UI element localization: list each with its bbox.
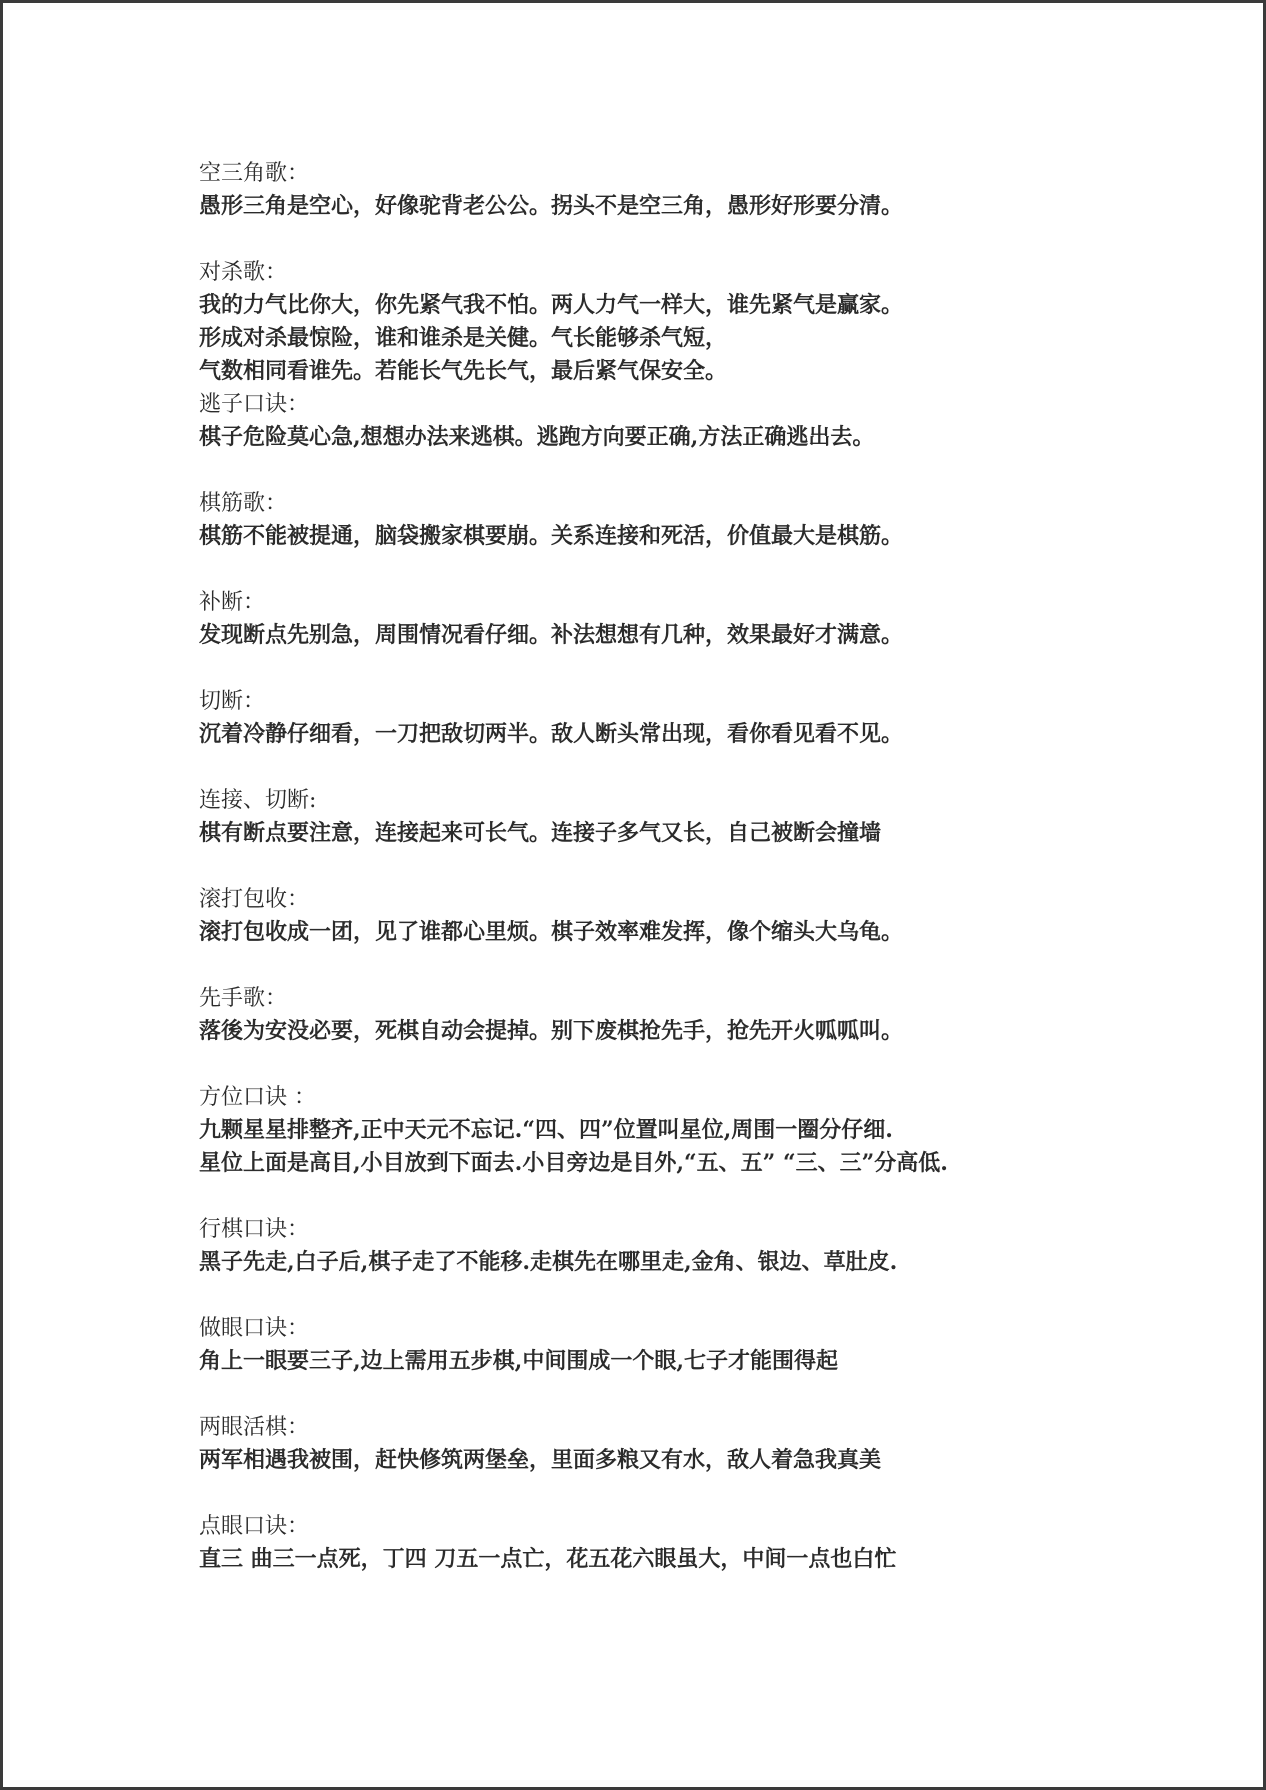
- section-title: 连接、切断:: [199, 788, 317, 813]
- section-title: 切断：: [199, 689, 266, 714]
- section-line: 两军相遇我被围，赶快修筑两堡垒，里面多粮又有水，敌人着急我真美: [199, 1447, 882, 1473]
- section-line: 角上一眼要三子,边上需用五步棋,中间围成一个眼,七子才能围得起: [199, 1348, 838, 1374]
- section-line: 直三 曲三一点死，丁四 刀五一点亡，花五花六眼虽大，中间一点也白忙: [199, 1546, 897, 1572]
- section-line: 棋子危险莫心急,想想办法来逃棋。逃跑方向要正确,方法正确逃出去。: [199, 424, 875, 450]
- section-title: 棋筋歌：: [199, 491, 288, 516]
- section-connect-cut: [199, 784, 1199, 850]
- section-playing-moves: [199, 1213, 1199, 1279]
- document-body: [199, 157, 1199, 1576]
- section-line: 气数相同看谁先。若能长气先长气，最后紧气保安全。: [199, 358, 728, 384]
- section-board-positions: [199, 1081, 1199, 1180]
- section-line: 沉着冷静仔细看，一刀把敌切两半。敌人断头常出现，看你看见看不见。: [199, 721, 904, 747]
- section-line: 我的力气比你大，你先紧气我不怕。两人力气一样大，谁先紧气是赢家。: [199, 292, 904, 318]
- section-eye-killing: [199, 1510, 1199, 1576]
- section-line: 九颗星星排整齐,正中天元不忘记.“四、四”位置叫星位,周围一圈分仔细.: [199, 1117, 893, 1143]
- section-line: 发现断点先别急，周围情况看仔细。补法想想有几种，效果最好才满意。: [199, 622, 904, 648]
- section-line: 棋有断点要注意，连接起来可长气。连接子多气又长，自己被断会撞墙: [199, 820, 882, 846]
- section-title: 补断：: [199, 590, 266, 615]
- section-line: 形成对杀最惊险，谁和谁杀是关健。气长能够杀气短，: [199, 325, 728, 351]
- section-line: 滚打包收成一团，见了谁都心里烦。棋子效率难发挥，像个缩头大乌龟。: [199, 919, 904, 945]
- section-line: 愚形三角是空心，好像驼背老公公。拐头不是空三角，愚形好形要分清。: [199, 193, 904, 219]
- section-title: 空三角歌：: [199, 161, 310, 186]
- section-mend-cut: [199, 586, 1199, 652]
- section-line: 黑子先走,白子后,棋子走了不能移.走棋先在哪里走,金角、银边、草肚皮.: [199, 1249, 898, 1275]
- section-title: 点眼口诀：: [199, 1514, 310, 1539]
- section-line: 棋筋不能被提通，脑袋搬家棋要崩。关系连接和死活，价值最大是棋筋。: [199, 523, 904, 549]
- section-title: 行棋口诀：: [199, 1217, 310, 1242]
- section-two-eyes-live: [199, 1411, 1199, 1477]
- section-making-eyes: [199, 1312, 1199, 1378]
- section-title: 方位口诀 ：: [199, 1085, 316, 1110]
- section-title: 两眼活棋：: [199, 1415, 310, 1440]
- section-key-stones: [199, 487, 1199, 553]
- section-title: 逃子口诀：: [199, 392, 310, 417]
- section-title: 滚打包收：: [199, 887, 310, 912]
- section-line: 落後为安没必要，死棋自动会提掉。别下废棋抢先手，抢先开火呱呱叫。: [199, 1018, 904, 1044]
- section-title: 对杀歌：: [199, 260, 288, 285]
- section-line: 星位上面是高目,小目放到下面去.小目旁边是目外,“五、五” “三、三”分高低.: [199, 1150, 948, 1176]
- section-capturing-race: [199, 256, 1199, 388]
- section-escape-stones: [199, 388, 1199, 454]
- section-cutting: [199, 685, 1199, 751]
- section-sente: [199, 982, 1199, 1048]
- section-title: 做眼口诀：: [199, 1316, 310, 1341]
- section-empty-triangle: [199, 157, 1199, 223]
- section-rolling-pack: [199, 883, 1199, 949]
- section-title: 先手歌：: [199, 986, 288, 1011]
